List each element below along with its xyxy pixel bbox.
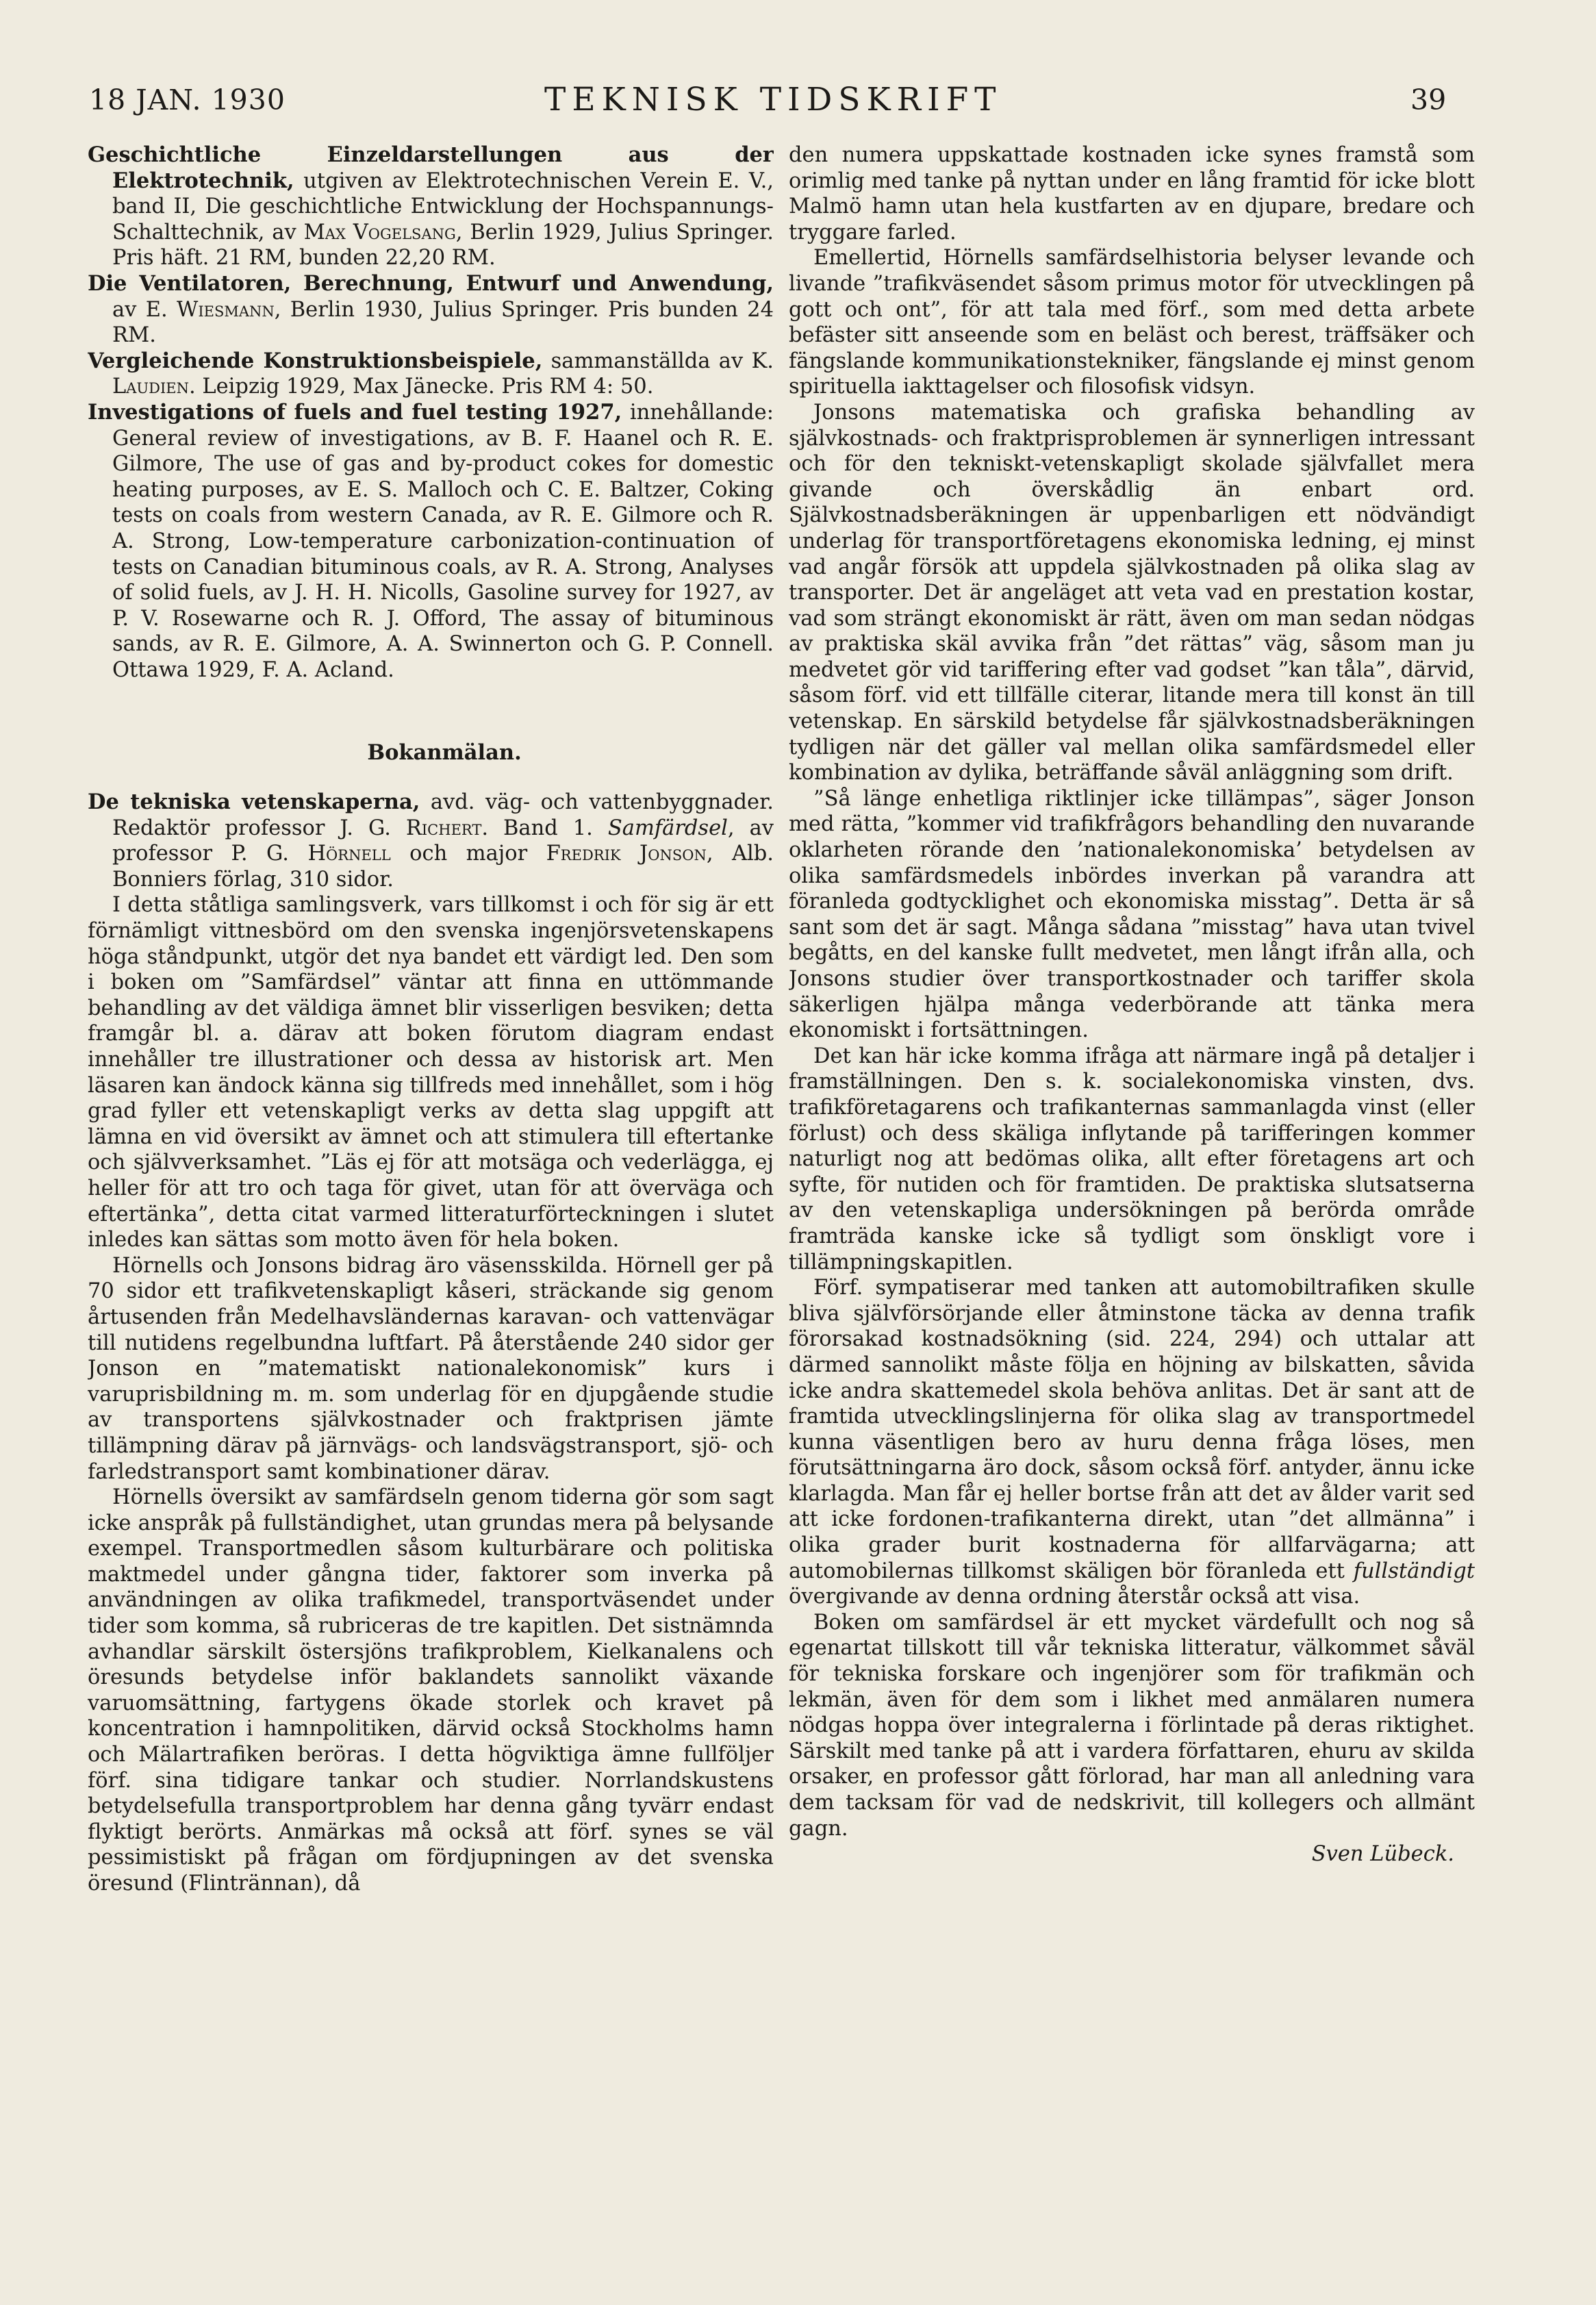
- review-editor: Richert: [405, 816, 482, 840]
- section-heading: Bokanmälan.: [367, 740, 522, 766]
- review-book-title: Samfärdsel: [607, 816, 728, 840]
- body-paragraph: I detta ståtliga samlingsverk, vars tillkomst i och för sig är ett förnämligt vittnesbörd om den svenska ingenjörsvetenskapens höga ståndpunkt, utgör det nya bandet ett värdigt led. Den som i boken om ”Samfärdsel” väntar att finna en uttömmande behandling av det väldiga ämnet blir visserligen besviken; detta framgår bl. a. därav att boken förutom diagram endast innehåller tre illustrationer och dessa av historisk art. Men läsaren kan ändock känna sig tillfreds med innehållet, som i hög grad fyller ett vetenskapligt verks av detta slag uppgift att lämna en vid översikt av ämnet och att stimulera till eftertanke och självverksamhet. ”Läs ej för att motsäga och vederlägga, ej heller för att tro och taga för givet, utan för att överväga och eftertänka”, detta citat varmed litteraturförteckningen i slutet inledes kan sättas som motto även för hela boken.: [88, 893, 774, 1252]
- entry-text: sammanställda av K.: [542, 349, 774, 373]
- entry-title: Geschichtliche Einzeldarstellungen aus der Elektrotechnik,: [88, 142, 774, 193]
- body-paragraph: Boken om samfärdsel är ett mycket värdefullt och nog så egenartat tillskott till vår tekniska litteratur, välkommet såväl för tekniska forskare och ingenjörer som för trafikmän och lekmän, även för dem som i likhet med anmälaren numera nödgas hoppa över integralerna i förlintade på deras riktighet. Särskilt med tanke på att i vardera författaren, ehuru av skilda orsaker, en professor gått förlorad, har man all anledning vara dem tacksam för vad de nedskrivit, till kollegers och allmänt gagn.: [789, 1610, 1475, 1841]
- review-text: , av professor P. G.: [112, 816, 774, 866]
- page-number: 39: [1410, 84, 1447, 116]
- body-paragraph: Det kan här icke komma ifråga att närmare ingå på detaljer i framställningen. Den s. k. socialekonomiska vinsten, dvs. trafikföretagarens och trafikanternas sammanlagda vinst (eller förlust) och dess skäliga inflytande på tarifferingen kommer naturligt nog att bedömas olika, allt efter företagens art och syfte, för nutiden och för framtiden. De praktiska slutsatserna av den vetenskapliga undersökningen på berörda område framträda kanske icke så tydligt som önskligt vore i tillämpningskapitlen.: [789, 1044, 1475, 1274]
- entry-author: Max Vogelsang: [303, 220, 456, 244]
- reviewer-signature: Sven Lübeck.: [1311, 1842, 1454, 1867]
- review-text: avd. väg- och vattenbyggnader. Redaktör professor J. G.: [112, 790, 774, 840]
- body-paragraph: Hörnells och Jonsons bidrag äro väsensskilda. Hörnell ger på 70 sidor ett trafikvetenskapligt kåseri, sträckande sig genom årtusenden från Medelhavsländernas karavan- och vattenvägar till nutidens regelbundna luftfart. På återstående 240 sidor ger Jonson en ”matematiskt nationalekonomisk” kurs i varuprisbildning m. m. som underlag för en djupgående studie av transportens självkostnader och fraktprisen jämte tillämpning därav på järnvägs- och landsvägstransport, sjö- och farledstransport samt kombinationer därav.: [88, 1253, 774, 1484]
- body-paragraph: [789, 1275, 1475, 1610]
- page-header: [89, 81, 1458, 129]
- journal-title: TEKNISK TIDSKRIFT: [544, 81, 1002, 118]
- review-author: Hörnell: [307, 842, 391, 866]
- body-paragraph: den numera uppskattade kostnaden icke synes framstå som orimlig med tanke på nyttan under en lång framtid för icke blott Malmö hamn utan hela kustfarten av en djupare, bredare och tryggare farled.: [789, 143, 1475, 244]
- right-column: [789, 142, 1475, 2197]
- body-paragraph: Hörnells översikt av samfärdseln genom tiderna gör som sagt icke anspråk på fullständighet, utan grundas mera på belysande exempel. Transportmedlen såsom kulturbärare och politiska maktmedel under gångna tider, faktorer som inverka på användningen av olika trafikmedel, transportväsendet under tider som komma, så rubriceras de tre kapitlen. Det sistnämnda avhandlar särskilt östersjöns trafikproblem, Kielkanalens och öresunds betydelse inför baklandets sannolikt växande varuomsättning, fartygens ökade storlek och kravet på koncentration i hamnpolitiken, därvid också Stockholms hamn och Mälartrafiken beröras. I detta högviktiga ämne fullföljer förf. sina tidigare tankar och studier. Norrlandskustens betydelsefulla transportproblem har denna gång tyvärr endast flyktigt berörts. Anmärkas må också att förf. synes se väl pessimistiskt på frågan om fördjupningen av det svenska öresund (Flintrännan), då: [88, 1485, 774, 1895]
- left-column: [88, 142, 774, 2197]
- body-paragraph: Jonsons matematiska och grafiska behandling av självkostnads- och fraktprisproblemen är synnerligen intressant och för den tekniskt-vetenskapligt skolade självfallet mera givande och överskådlig än enbart ord. Självkostnadsberäkningen är uppenbarligen ett nödvändigt underlag för transportföretagens ekonomiska ledning, ej minst vad angår försök att uppdela självkostnaden på olika slag av transporter. Det är angeläget att veta vad en prestation kostar, vad som strängt ekonomiskt är rätt, även om man sedan nödgas av praktiska skäl avvika från ”det rättas” väg, såsom man ju medvetet gör vid tariffering efter vad godset ”kan tåla”, därvid, såsom förf. vid ett tillfälle citerar, litande mera till konst än till vetenskap. En särskild betydelse får självkostnadsberäkningen tydligen när det gäller val mellan olika samfärdsmedel eller kombination av dylika, beträffande såväl anläggning som drift.: [789, 400, 1475, 785]
- review-entry: [88, 790, 774, 892]
- entry-author: Wiesmann: [176, 297, 275, 322]
- body-paragraph: ”Så länge enhetliga riktlinjer icke tillämpas”, säger Jonson med rätta, ”kommer vid trafikfrågors behandling den nuvarande oklarheten rörande den ’nationalekonomiska’ betydelsen av olika samfärdsmedels inbördes inverkan på varandra att föranleda godtycklighet och ekonomiska misstag”. Detta är så sant som det är sagt. Många sådana ”misstag” hava utan tvivel begåtts, en del kanske fullt medvetet, men långt ifrån alla, och Jonsons studier över transportkostnader och tariffer skola säkerligen hjälpa många vederbörande att tänka mera ekonomiskt i fortsättningen.: [789, 786, 1475, 1043]
- review-author: Fredrik Jonson: [546, 842, 707, 866]
- literature-entry: [88, 271, 774, 349]
- entry-text: utgiven av Elektrotechnischen Verein E. V., band II, Die geschichtliche Entwicklung der Hochspannungs-Schalttechnik, av: [112, 168, 774, 244]
- emphasized-word: fullständigt: [1353, 1559, 1475, 1583]
- entry-text: . Leipzig 1929, Max Jänecke. Pris RM 4: 50.: [188, 375, 654, 399]
- paragraph-text: övergivande av denna ordning återstår också att visa.: [789, 1585, 1360, 1609]
- issue-date: 18 JAN. 1930: [89, 84, 286, 116]
- entry-title: Die Ventilatoren, Berechnung, Entwurf und Anwendung,: [88, 270, 774, 296]
- literature-entry: [88, 349, 774, 400]
- entry-author: Laudien: [112, 375, 189, 399]
- review-title: De tekniska vetenskaperna,: [88, 790, 420, 815]
- entry-text: innehållande: General review of investigations, av B. F. Haanel och R. E. Gilmore, The use of gas and by-product cokes for domestic heating purposes, av E. S. Malloch och C. E. Baltzer, Coking tests on coals from western Canada, av R. E. Gilmore och R. A. Strong, Low-temperature carbonization-continuation of tests on Canadian bituminous coals, av R. A. Strong, Analyses of solid fuels, av J. H. H. Nicolls, Gasoline survey for 1927, av P. V. Rosewarne och R. J. Offord, The assay of bituminous sands, av R. E. Gilmore, A. A. Swinnerton och G. P. Connell. Ottawa 1929, F. A. Acland.: [112, 400, 774, 682]
- literature-entry: [88, 400, 774, 683]
- entry-text: av E.: [112, 297, 177, 322]
- review-text: . Band 1.: [481, 816, 608, 840]
- entry-title: Investigations of fuels and fuel testing 1927,: [88, 399, 622, 425]
- paragraph-text: Förf. sympatiserar med tanken att automobiltrafiken skulle bliva självförsörjande eller åtminstone täcka av denna trafik förorsakad kostnadsökning (sid. 224, 294) och uttalar att därmed sannolikt måste följa en höjning av bilskatten, såvida icke andra skattemedel skola behöva anlitas. Det är sant att de framtida utvecklingslinjerna för olika slag av transportmedel kunna väsentligen bero av huru denna fråga löses, men förutsättningarna äro dock, såsom också förf. antyder, ännu icke klarlagda. Man får ej heller bortse från att det av ålder varit sed att icke fordonen-trafikanterna direkt, utan ”det allmänna” i olika grader burit kostnaderna för allfarvägarna; att automobilernas tillkomst skäligen bör föranleda ett: [789, 1276, 1475, 1583]
- entry-text: , Berlin 1930, Julius Springer. Pris bunden 24 RM.: [112, 297, 774, 348]
- entry-text: , Berlin 1929, Julius Springer. Pris häft. 21 RM, bunden 22,20 RM.: [112, 220, 774, 270]
- literature-entry: [88, 142, 774, 271]
- entry-title: Vergleichende Konstruktionsbeispiele,: [88, 348, 543, 373]
- review-text: och major: [390, 842, 546, 866]
- review-text: , Alb. Bonniers förlag, 310 sidor.: [112, 842, 774, 892]
- body-paragraph: Emellertid, Hörnells samfärdselhistoria belyser levande och livande ”trafikväsendet såsom primus motor för utvecklingen på gott och ont”, för att tala med förf., som med detta arbete befäster sitt anseende som en beläst och berest, träffsäker och fängslande kommunikationstekniker, fängslande ej minst genom spirituella iakttagelser och filosofisk vidsyn.: [789, 246, 1475, 399]
